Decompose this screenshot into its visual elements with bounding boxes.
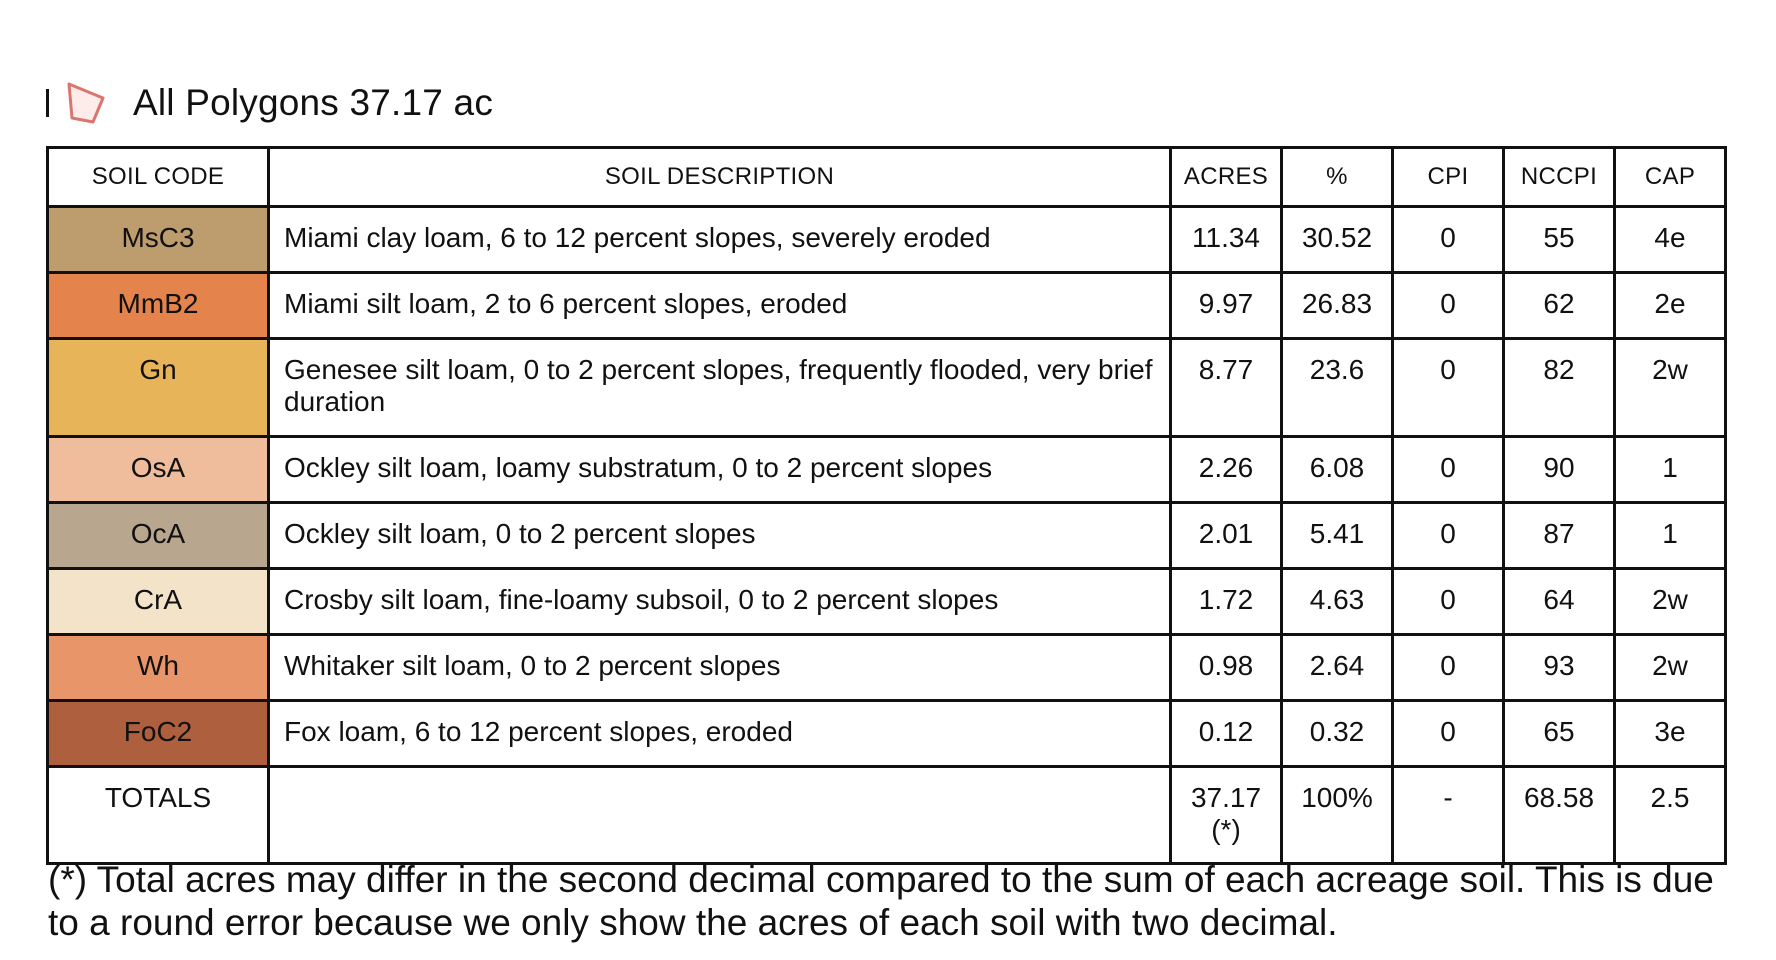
percent-cell: 23.6 bbox=[1282, 339, 1393, 437]
cap-cell: 2e bbox=[1615, 273, 1726, 339]
acres-cell: 9.97 bbox=[1171, 273, 1282, 339]
percent-cell: 2.64 bbox=[1282, 635, 1393, 701]
acres-cell: 1.72 bbox=[1171, 569, 1282, 635]
table-row bbox=[48, 569, 1726, 635]
polygon-icon bbox=[63, 80, 109, 126]
cpi-cell: 0 bbox=[1393, 207, 1504, 273]
table-row bbox=[48, 701, 1726, 767]
percent-cell: 0.32 bbox=[1282, 701, 1393, 767]
header-cap: CAP bbox=[1615, 148, 1726, 207]
header-soil-description: SOIL DESCRIPTION bbox=[269, 148, 1171, 207]
totals-cap-cell: 2.5 bbox=[1615, 767, 1726, 864]
soil-code-cell: OcA bbox=[48, 503, 269, 569]
cpi-cell: 0 bbox=[1393, 503, 1504, 569]
soil-code-cell: OsA bbox=[48, 437, 269, 503]
table-row bbox=[48, 273, 1726, 339]
percent-cell: 5.41 bbox=[1282, 503, 1393, 569]
table-row bbox=[48, 437, 1726, 503]
table-row bbox=[48, 207, 1726, 273]
acres-cell: 0.98 bbox=[1171, 635, 1282, 701]
totals-label: TOTALS bbox=[48, 767, 269, 864]
nccpi-cell: 87 bbox=[1504, 503, 1615, 569]
cap-cell: 1 bbox=[1615, 437, 1726, 503]
percent-cell: 30.52 bbox=[1282, 207, 1393, 273]
header-acres: ACRES bbox=[1171, 148, 1282, 207]
cpi-cell: 0 bbox=[1393, 635, 1504, 701]
soil-table bbox=[46, 146, 1727, 865]
cap-cell: 1 bbox=[1615, 503, 1726, 569]
cap-cell: 2w bbox=[1615, 339, 1726, 437]
nccpi-cell: 62 bbox=[1504, 273, 1615, 339]
soil-description-cell: Miami silt loam, 2 to 6 percent slopes, eroded bbox=[269, 273, 1171, 339]
page-title: All Polygons 37.17 ac bbox=[133, 82, 494, 123]
percent-cell: 26.83 bbox=[1282, 273, 1393, 339]
soil-description-cell: Whitaker silt loam, 0 to 2 percent slopes bbox=[269, 635, 1171, 701]
soil-description-cell: Ockley silt loam, 0 to 2 percent slopes bbox=[269, 503, 1171, 569]
footnote: (*) Total acres may differ in the second decimal compared to the sum of each acreage soil. This is due to a round error because we only show the acres of each soil with two decimal. bbox=[48, 859, 1714, 943]
soil-code-cell: FoC2 bbox=[48, 701, 269, 767]
nccpi-cell: 65 bbox=[1504, 701, 1615, 767]
soil-code-cell: Wh bbox=[48, 635, 269, 701]
acres-cell: 11.34 bbox=[1171, 207, 1282, 273]
header-cpi: CPI bbox=[1393, 148, 1504, 207]
totals-acres-cell: 37.17(*) bbox=[1171, 767, 1282, 864]
soil-code-cell: Gn bbox=[48, 339, 269, 437]
cpi-cell: 0 bbox=[1393, 339, 1504, 437]
cpi-cell: 0 bbox=[1393, 701, 1504, 767]
acres-cell: 2.26 bbox=[1171, 437, 1282, 503]
cpi-cell: 0 bbox=[1393, 569, 1504, 635]
soil-code-cell: MmB2 bbox=[48, 273, 269, 339]
totals-nccpi-cell: 68.58 bbox=[1504, 767, 1615, 864]
table-row bbox=[48, 503, 1726, 569]
header-soil-code: SOIL CODE bbox=[48, 148, 269, 207]
totals-percent-cell: 100% bbox=[1282, 767, 1393, 864]
totals-cpi-cell: - bbox=[1393, 767, 1504, 864]
cpi-cell: 0 bbox=[1393, 273, 1504, 339]
nccpi-cell: 82 bbox=[1504, 339, 1615, 437]
title-row bbox=[46, 78, 493, 128]
soil-description-cell: Crosby silt loam, fine-loamy subsoil, 0 to 2 percent slopes bbox=[269, 569, 1171, 635]
soil-code-cell: CrA bbox=[48, 569, 269, 635]
nccpi-cell: 64 bbox=[1504, 569, 1615, 635]
soil-description-cell: Miami clay loam, 6 to 12 percent slopes, severely eroded bbox=[269, 207, 1171, 273]
cap-cell: 3e bbox=[1615, 701, 1726, 767]
soil-description-cell: Genesee silt loam, 0 to 2 percent slopes, frequently flooded, very brief duration bbox=[269, 339, 1171, 437]
cpi-cell: 0 bbox=[1393, 437, 1504, 503]
totals-description-cell bbox=[269, 767, 1171, 864]
percent-cell: 4.63 bbox=[1282, 569, 1393, 635]
soil-description-cell: Ockley silt loam, loamy substratum, 0 to 2 percent slopes bbox=[269, 437, 1171, 503]
nccpi-cell: 90 bbox=[1504, 437, 1615, 503]
acres-cell: 8.77 bbox=[1171, 339, 1282, 437]
acres-cell: 0.12 bbox=[1171, 701, 1282, 767]
soil-description-cell: Fox loam, 6 to 12 percent slopes, eroded bbox=[269, 701, 1171, 767]
table-row bbox=[48, 635, 1726, 701]
table-header-row bbox=[48, 148, 1726, 207]
nccpi-cell: 55 bbox=[1504, 207, 1615, 273]
percent-cell: 6.08 bbox=[1282, 437, 1393, 503]
totals-row bbox=[48, 767, 1726, 864]
header-nccpi: NCCPI bbox=[1504, 148, 1615, 207]
cap-cell: 2w bbox=[1615, 569, 1726, 635]
cap-cell: 4e bbox=[1615, 207, 1726, 273]
soil-code-cell: MsC3 bbox=[48, 207, 269, 273]
cap-cell: 2w bbox=[1615, 635, 1726, 701]
table-row bbox=[48, 339, 1726, 437]
nccpi-cell: 93 bbox=[1504, 635, 1615, 701]
acres-cell: 2.01 bbox=[1171, 503, 1282, 569]
header-percent: % bbox=[1282, 148, 1393, 207]
title-bar-marker bbox=[46, 89, 49, 117]
